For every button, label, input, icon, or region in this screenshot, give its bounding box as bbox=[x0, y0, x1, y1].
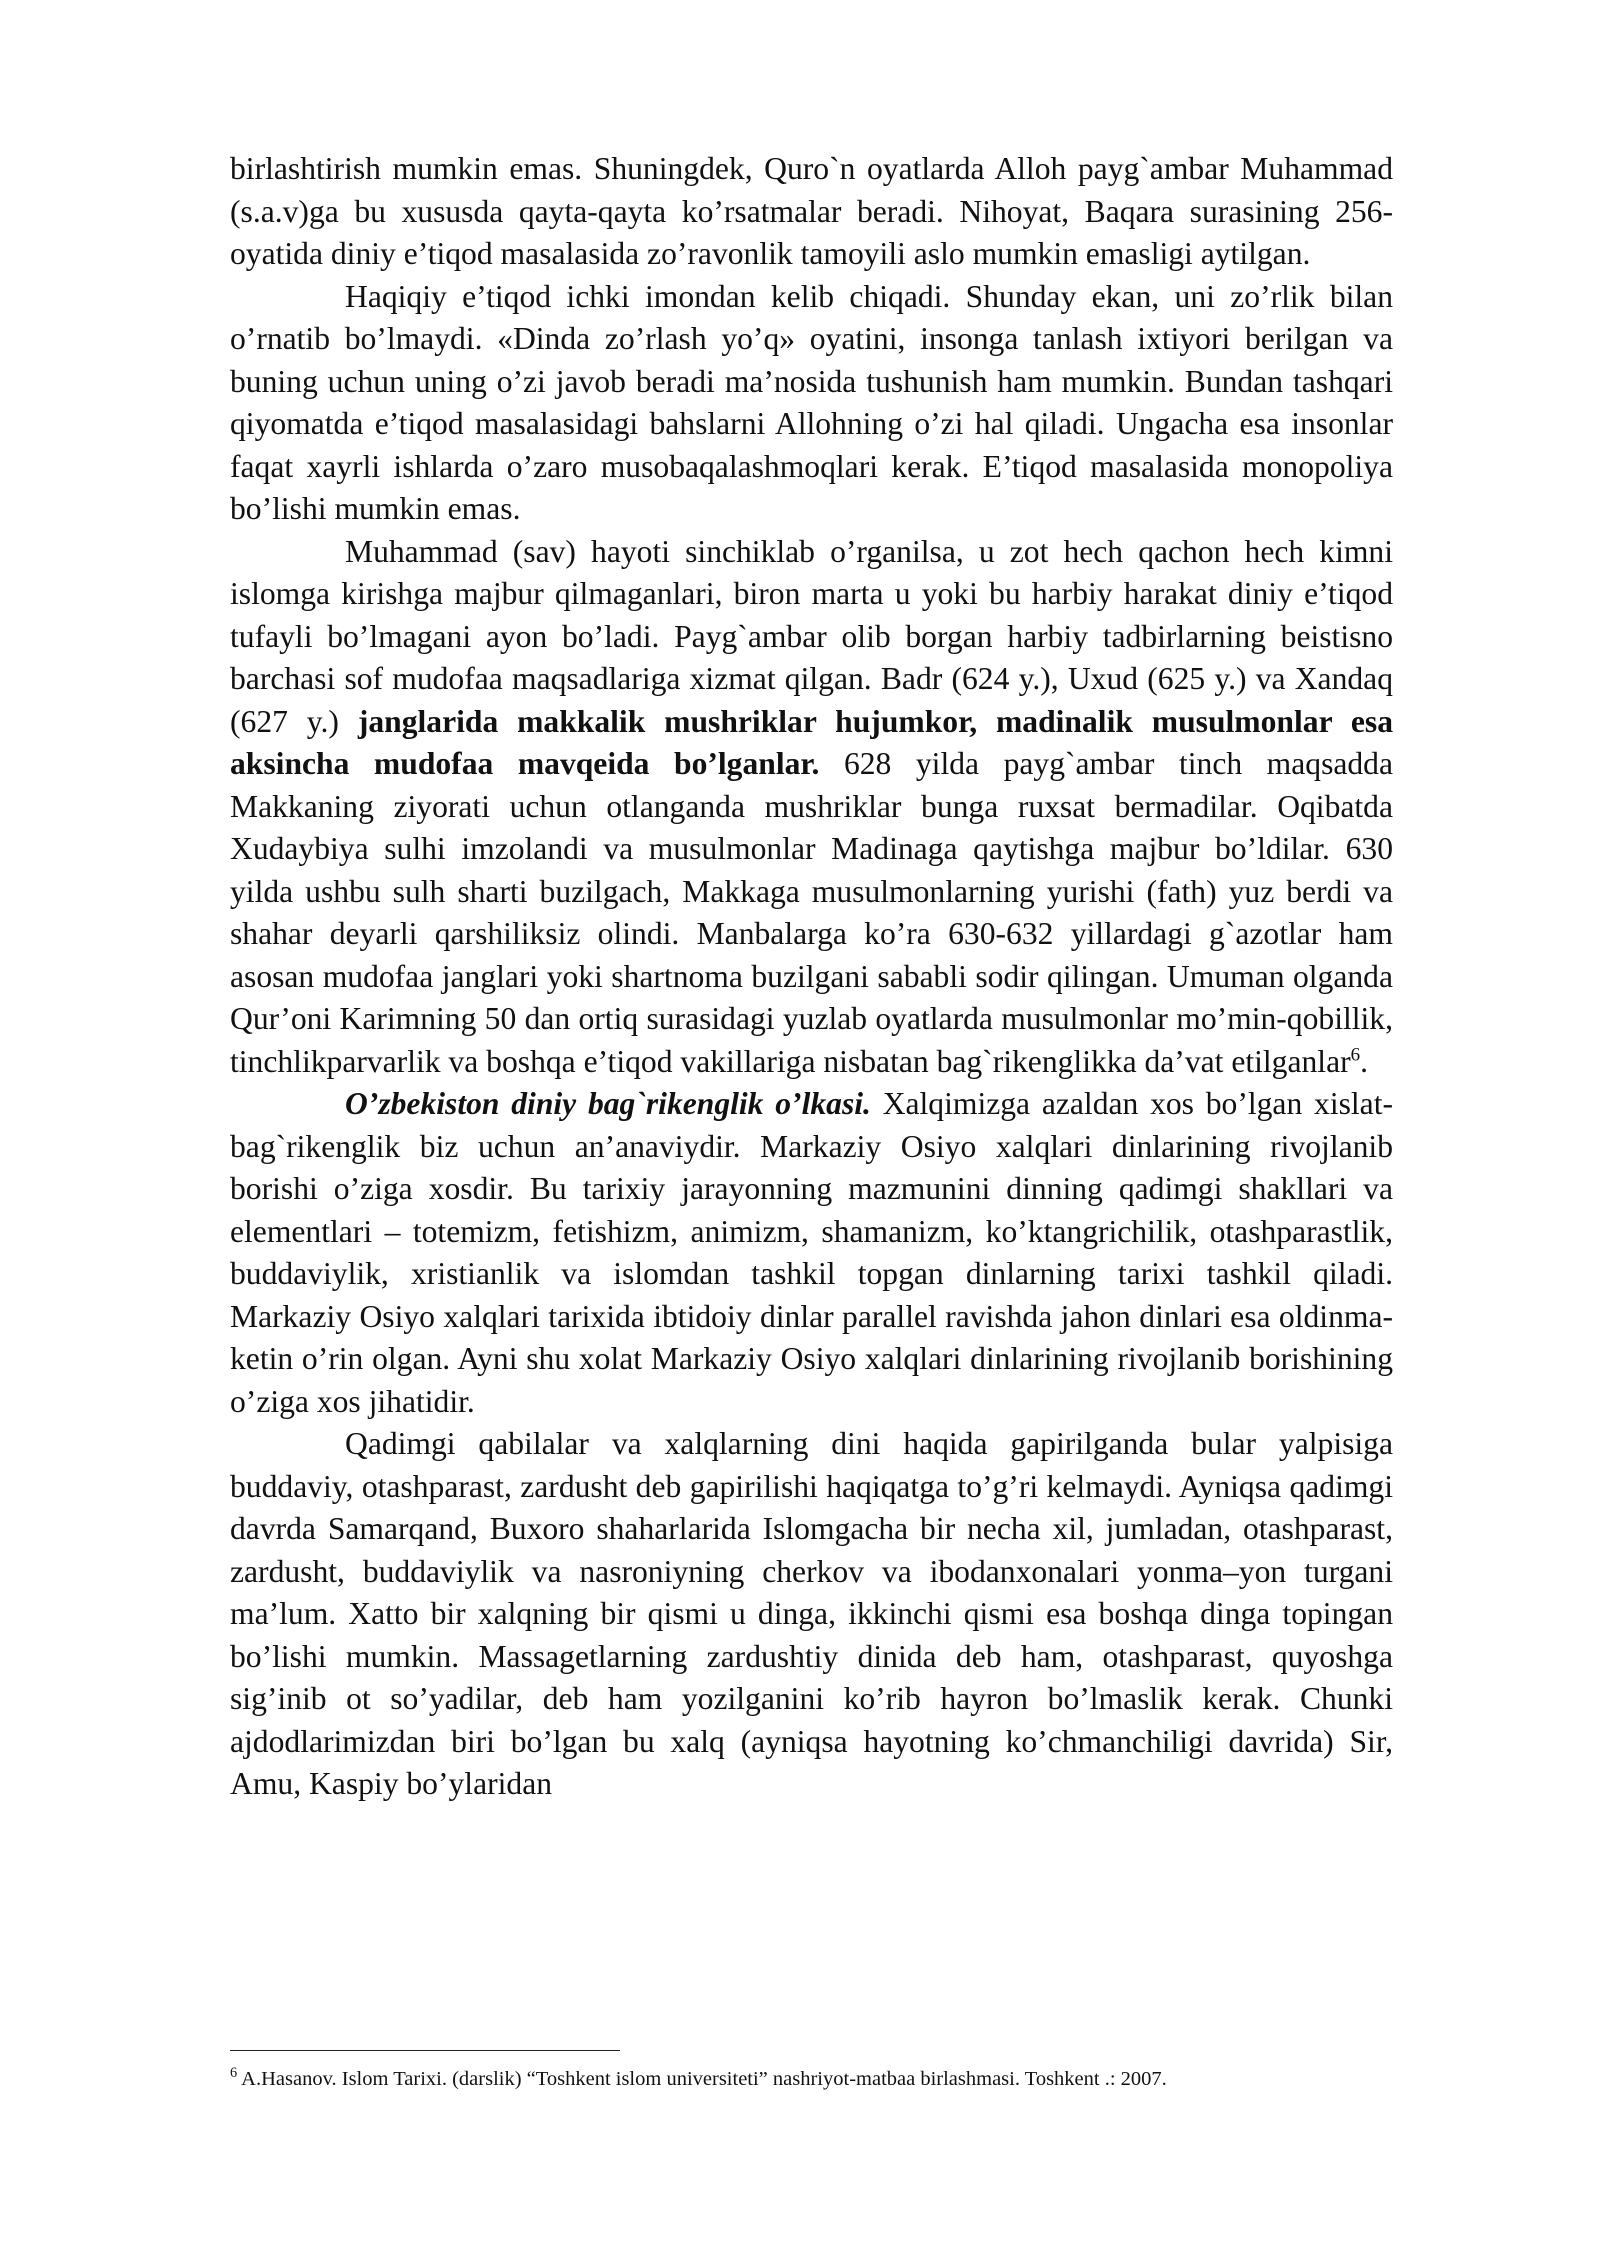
paragraph-uzbekistan bbox=[230, 1083, 1393, 1423]
footnote-reference[interactable]: 6 bbox=[1350, 1043, 1361, 1065]
paragraph-faith: Haqiqiy e’tiqod ichki imondan kelib chiqadi. Shunday ekan, uni zo’rlik bilan o’rnatib bo’lmaydi. «Dinda zo’rlash yo’q» oyatini, insonga tanlash ixtiyori berilgan va buning uchun uning o’zi javob beradi ma’nosida tushunish ham mumkin. Bundan tashqari qiyomatda e’tiqod masalasidagi bahslarni Allohning o’zi hal qiladi. Ungacha esa insonlar faqat xayrli ishlarda o’zaro musobaqalashmoqlari kerak. E’tiqod masalasida monopoliya bo’lishi mumkin emas. bbox=[230, 278, 1393, 526]
page-body bbox=[230, 148, 1393, 1806]
paragraph-continuation: birlashtirish mumkin emas. Shuningdek, Quro`n oyatlarda Alloh payg`ambar Muhammad (s.a.v)ga bu xususda qayta-qayta ko’rsatmalar beradi. Nihoyat, Baqara surasining 256-oyatida diniy e’tiqod masalasida zo’ravonlik tamoyili aslo mumkin emasligi aytilgan. bbox=[230, 151, 1393, 271]
footnote-text: A.Hasanov. Islom Tarixi. (darslik) “Toshkent islom universiteti” nashriyot-matbaa birlashmasi. Toshkent .: 2007. bbox=[237, 2068, 1167, 2090]
footnote-separator bbox=[230, 2050, 620, 2051]
paragraph-prophet-history bbox=[230, 531, 1393, 1084]
footnote bbox=[230, 2066, 1393, 2092]
paragraph-ancient-tribes: Qadimgi qabilalar va xalqlarning dini haqida gapirilganda bular yalpisiga buddaviy, otashparast, zardusht deb gapirilishi haqiqatga to’g’ri kelmaydi. Ayniqsa qadimgi davrda Samarqand, Buxoro shaharlarida Islomgacha bir necha xil, jumladan, otashparast, zardusht, buddaviylik va nasroniyning cherkov va ibodanxonalari yonma–yon turgani ma’lum. Xatto bir xalqning bir qismi u dinga, ikkinchi qismi esa boshqa dinga topingan bo’lishi mumkin. Massagetlarning zardushtiy dinida deb ham, otashparast, quyoshga sig’inib ot so’yadilar, deb ham yozilganini ko’rib hayron bo’lmaslik kerak. Chunki ajdodlarimizdan biri bo’lgan bu xalq (ayniqsa hayotning ko’chmanchiligi davrida) Sir, Amu, Kaspiy bo’ylaridan bbox=[230, 1426, 1393, 1801]
paragraph-text: 628 yilda payg`ambar tinch maqsadda Makkaning ziyorati uchun otlanganda mushriklar bunga ruxsat bermadilar. Oqibatda Xudaybiya sulhi imzolandi va musulmonlar Madinaga qaytishga majbur bo’ldilar. 630 yilda ushbu sulh sharti buzilgach, Makkaga musulmonlarning yurishi (fath) yuz berdi va shahar deyarli qarshiliksiz olindi. Manbalarga ko’ra 630-632 yillardagi g`azotlar ham asosan mudofaa janglari yoki shartnoma buzilgani sababli sodir qilingan. Umuman olganda Qur’oni Karimning 50 dan ortiq surasidagi yuzlab oyatlarda musulmonlar mo’min-qobillik, tinchlikparvarlik va boshqa e’tiqod vakillariga nisbatan bag`rikenglikka da’vat etilganlar bbox=[230, 746, 1394, 1079]
paragraph-text: Muhammad (sav) hayoti sinchiklab o’rganilsa, u zot hech qachon hech kimni islomga kirishga majbur qilmaganlari, biron marta u yoki bu harbiy harakat diniy e’tiqod tufayli bo’lmagani ayon bo’ladi. Payg`ambar olib borgan harbiy tadbirlarning beistisno barchasi sof mudofaa maqsadlariga xizmat qilgan. Badr (624 y.), Uxud (625 y.) va Xandaq (627 y.) bbox=[230, 533, 1393, 739]
section-heading: O’zbekiston diniy bag`rikenglik o’lkasi. bbox=[345, 1086, 871, 1121]
paragraph-text: Xalqimizga azaldan xos bo’lgan xislat-bag`rikenglik biz uchun an’anaviydir. Markaziy Osiyo xalqlari dinlarining rivojlanib borishi o’ziga xosdir. Bu tarixiy jarayonning mazmunini dinning qadimgi shakllari va elementlari – totemizm, fetishizm, animizm, shamanizm, ko’ktangrichilik, otashparastlik, buddaviylik, xristianlik va islomdan tashkil topgan dinlarning tarixi tashkil qiladi. Markaziy Osiyo xalqlari tarixida ibtidoiy dinlar parallel ravishda jahon dinlari esa oldinma-ketin o’rin olgan. Ayni shu xolat Markaziy Osiyo xalqlari dinlarining rivojlanib borishining o’ziga xos jihatidir. bbox=[230, 1086, 1393, 1419]
paragraph-end: . bbox=[1360, 1043, 1369, 1079]
bold-emphasis: janglarida makkalik mushriklar hujumkor, madinalik musulmonlar esa aksincha mudofaa mavqeida bo’lganlar. bbox=[230, 703, 1393, 781]
footnote-number: 6 bbox=[230, 2065, 238, 2082]
